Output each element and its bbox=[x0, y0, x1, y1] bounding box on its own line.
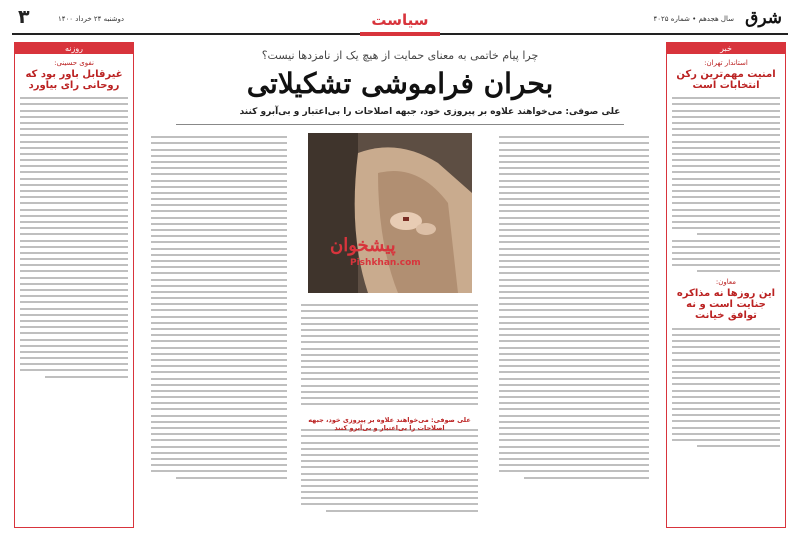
news-box-label: خبر bbox=[667, 43, 785, 54]
news-body-text bbox=[667, 97, 785, 272]
rozaneh-byline: نفوی حسینی: bbox=[54, 59, 94, 67]
news2-title: این روزها نه مذاکره جنایت است و نه توافق خیانت bbox=[676, 288, 776, 322]
article-headline: بحران فراموشی تشکیلاتی bbox=[246, 67, 554, 100]
rozaneh-title: غیرقابل باور بود که روحانی رای بیاورد bbox=[25, 69, 123, 91]
article-column-2 bbox=[296, 300, 483, 409]
issue-info: سال هجدهم • شماره ۴۰۲۵ bbox=[653, 15, 734, 23]
rozaneh-box-label: روزنه bbox=[15, 43, 133, 54]
header-accent-rule bbox=[360, 32, 440, 36]
watermark-text: پیشخوان bbox=[330, 235, 396, 256]
article-deck: علی صوفی: می‌خواهند علاوه بر پیروزی خود، جبهه اصلاحات را بی‌اعتبار و بی‌آبرو کنند bbox=[239, 107, 621, 117]
news2-body-text bbox=[667, 328, 785, 448]
section-title: سیاست bbox=[371, 11, 429, 29]
page-number: ۳ bbox=[18, 6, 30, 28]
article-rule bbox=[176, 124, 624, 125]
news-byline: استاندار تهران: bbox=[704, 59, 748, 67]
masthead-logo: شرق bbox=[745, 8, 782, 28]
news-title: امنیت مهم‌ترین رکن انتخابات است bbox=[676, 69, 776, 91]
left-news-column bbox=[14, 42, 134, 528]
article-column-2b bbox=[296, 425, 483, 516]
news2-byline: معاون: bbox=[715, 278, 737, 287]
article-column-3 bbox=[146, 132, 292, 483]
article-photo bbox=[308, 133, 472, 293]
article-kicker: چرا پیام خاتمی به معنای حمایت از هیچ یک از نامزدها نیست؟ bbox=[261, 49, 539, 62]
right-news-column bbox=[666, 42, 786, 528]
photo-illustration bbox=[308, 133, 472, 293]
issue-date: دوشنبه ۲۴ خرداد ۱۴۰۰ bbox=[58, 15, 124, 23]
watermark-url: Pishkhan.com bbox=[350, 258, 421, 268]
photo-caption: علی صوفی: می‌خواهند علاوه بر پیروزی خود، جبهه اصلاحات را بی‌اعتبار و بی‌آبرو کنند bbox=[308, 416, 471, 432]
rozaneh-body-text bbox=[15, 97, 133, 377]
article-column-1 bbox=[494, 132, 654, 483]
page-header bbox=[0, 0, 800, 36]
